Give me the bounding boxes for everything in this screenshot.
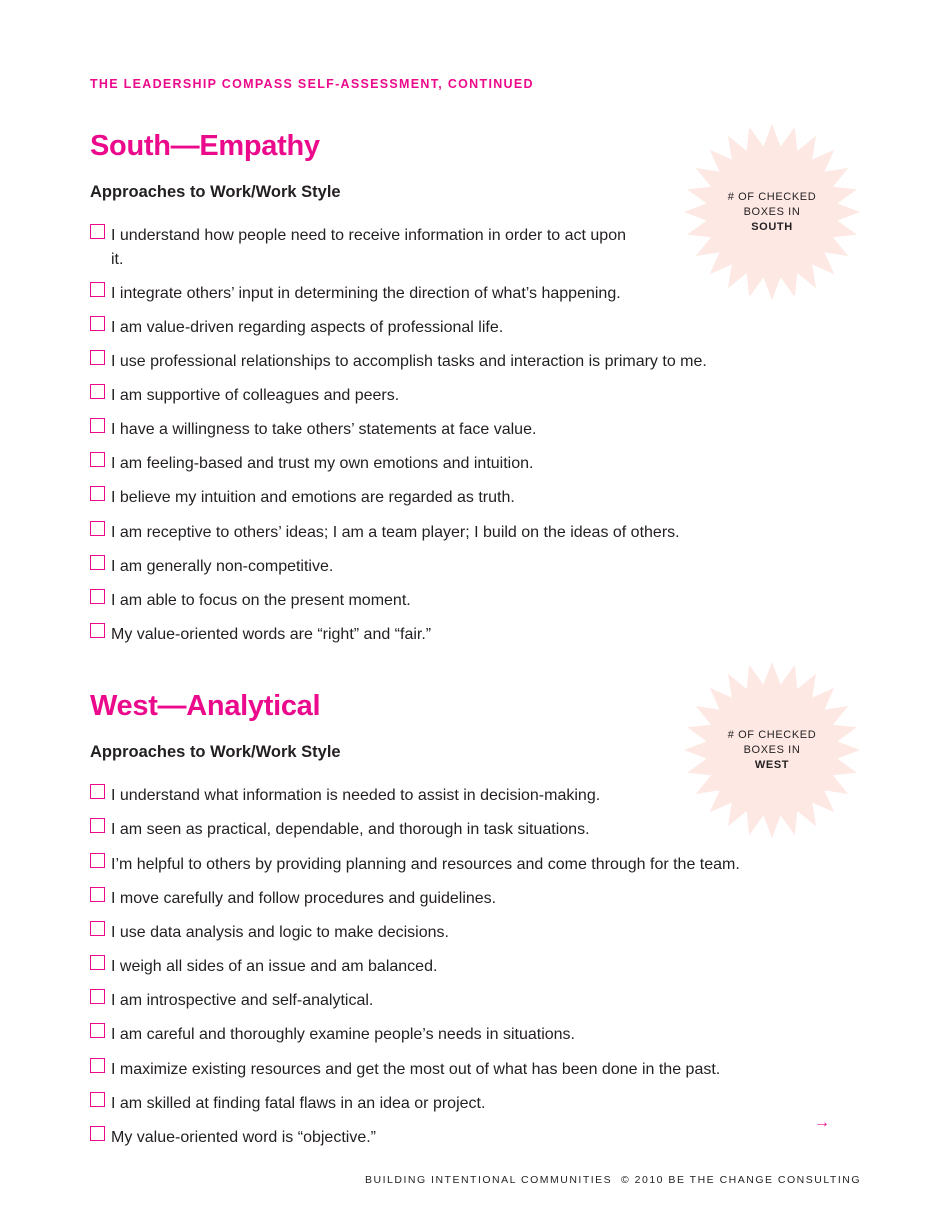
badge-line-1: # OF CHECKED <box>727 190 817 203</box>
checklist-item <box>90 350 707 374</box>
checklist-item <box>90 316 503 340</box>
checklist-item <box>90 521 680 545</box>
checkbox[interactable] <box>90 921 105 936</box>
checkbox[interactable] <box>90 853 105 868</box>
south-count-badge <box>682 122 862 302</box>
checklist-item-text: I use data analysis and logic to make decisions. <box>111 924 449 941</box>
checkbox[interactable] <box>90 955 105 970</box>
checkbox[interactable] <box>90 555 105 570</box>
checklist-item-text: I am able to focus on the present moment. <box>111 592 411 609</box>
checklist-item-text: I have a willingness to take others’ statements at face value. <box>111 421 537 438</box>
checklist-item-text: I’m helpful to others by providing planning and resources and come through for the team. <box>111 856 740 873</box>
badge-text <box>682 122 862 302</box>
checklist-item-text: I am skilled at finding fatal flaws in an idea or project. <box>111 1095 486 1112</box>
checklist-item <box>90 1126 376 1150</box>
badge-line-2: BOXES IN <box>743 743 801 756</box>
checkbox[interactable] <box>90 623 105 638</box>
checklist-item <box>90 887 496 911</box>
checklist-item <box>90 452 533 476</box>
checklist-item-text: I understand what information is needed to assist in decision-making. <box>111 787 601 804</box>
checklist-item-text: I am feeling-based and trust my own emotions and intuition. <box>111 455 534 472</box>
checklist-item <box>90 555 333 579</box>
checkbox[interactable] <box>90 887 105 902</box>
checklist-item <box>90 486 515 510</box>
checklist-item-text: I understand how people need to receive information in order to act upon it. <box>111 227 626 268</box>
checkbox[interactable] <box>90 384 105 399</box>
checklist-item-text: My value-oriented word is “objective.” <box>111 1129 376 1146</box>
checkbox[interactable] <box>90 1058 105 1073</box>
checklist-item-text: I am introspective and self-analytical. <box>111 992 374 1009</box>
checklist-item-text: I use professional relationships to accomplish tasks and interaction is primary to me. <box>111 353 707 370</box>
checklist-item <box>90 418 536 442</box>
checkbox[interactable] <box>90 224 105 239</box>
checklist-item-text: I weigh all sides of an issue and am balanced. <box>111 958 438 975</box>
checklist-item <box>90 921 449 945</box>
west-count-badge <box>682 660 862 840</box>
checklist-item-text: I believe my intuition and emotions are regarded as truth. <box>111 489 515 506</box>
checkbox[interactable] <box>90 589 105 604</box>
next-page-arrow-icon[interactable]: → <box>814 1114 830 1131</box>
checklist-item <box>90 853 740 877</box>
badge-direction: WEST <box>754 758 790 771</box>
checklist-item-text: I am seen as practical, dependable, and thorough in task situations. <box>111 821 590 838</box>
checkbox[interactable] <box>90 1092 105 1107</box>
west-title: West—Analytical <box>90 690 321 722</box>
checklist-item-text: I move carefully and follow procedures and guidelines. <box>111 890 497 907</box>
checklist-item-text: I am careful and thoroughly examine people’s needs in situations. <box>111 1026 575 1043</box>
checklist-item-text: I integrate others’ input in determining the direction of what’s happening. <box>111 285 621 302</box>
checkbox[interactable] <box>90 282 105 297</box>
checklist-item-text: I am generally non-competitive. <box>111 558 334 575</box>
checklist-item-text: I am receptive to others’ ideas; I am a team player; I build on the ideas of others. <box>111 524 680 541</box>
checklist-item <box>90 589 411 613</box>
checklist-item <box>90 1092 485 1116</box>
checklist-item <box>90 282 621 306</box>
checklist-item-text: My value-oriented words are “right” and “fair.” <box>111 626 432 643</box>
checkbox[interactable] <box>90 1126 105 1141</box>
checkbox[interactable] <box>90 418 105 433</box>
running-head: THE LEADERSHIP COMPASS SELF-ASSESSMENT, CONTINUED <box>90 77 534 91</box>
checkbox[interactable] <box>90 818 105 833</box>
checklist-item-text: I am supportive of colleagues and peers. <box>111 387 400 404</box>
checkbox[interactable] <box>90 989 105 1004</box>
badge-line-1: # OF CHECKED <box>727 728 817 741</box>
checkbox[interactable] <box>90 1023 105 1038</box>
checklist-item <box>90 955 437 979</box>
checkbox[interactable] <box>90 452 105 467</box>
checklist-item-text: I maximize existing resources and get the most out of what has been done in the past. <box>111 1061 721 1078</box>
checkbox[interactable] <box>90 316 105 331</box>
checkbox[interactable] <box>90 521 105 536</box>
checklist-item <box>90 224 630 272</box>
checklist-item <box>90 623 431 647</box>
checklist-item <box>90 818 590 842</box>
south-subtitle: Approaches to Work/Work Style <box>90 183 341 202</box>
checkbox[interactable] <box>90 784 105 799</box>
checkbox[interactable] <box>90 350 105 365</box>
checklist-item <box>90 384 399 408</box>
checklist-item-text: I am value-driven regarding aspects of professional life. <box>111 319 504 336</box>
badge-line-2: BOXES IN <box>743 205 801 218</box>
badge-direction: SOUTH <box>751 220 793 233</box>
page-footer: BUILDING INTENTIONAL COMMUNITIES © 2010 BE THE CHANGE CONSULTING <box>365 1174 861 1186</box>
south-title: South—Empathy <box>90 130 320 162</box>
checklist-item <box>90 1023 575 1047</box>
checklist-item <box>90 1058 720 1082</box>
checkbox[interactable] <box>90 486 105 501</box>
badge-text <box>682 660 862 840</box>
west-subtitle: Approaches to Work/Work Style <box>90 743 341 762</box>
checklist-item <box>90 989 373 1013</box>
checklist-item <box>90 784 600 808</box>
